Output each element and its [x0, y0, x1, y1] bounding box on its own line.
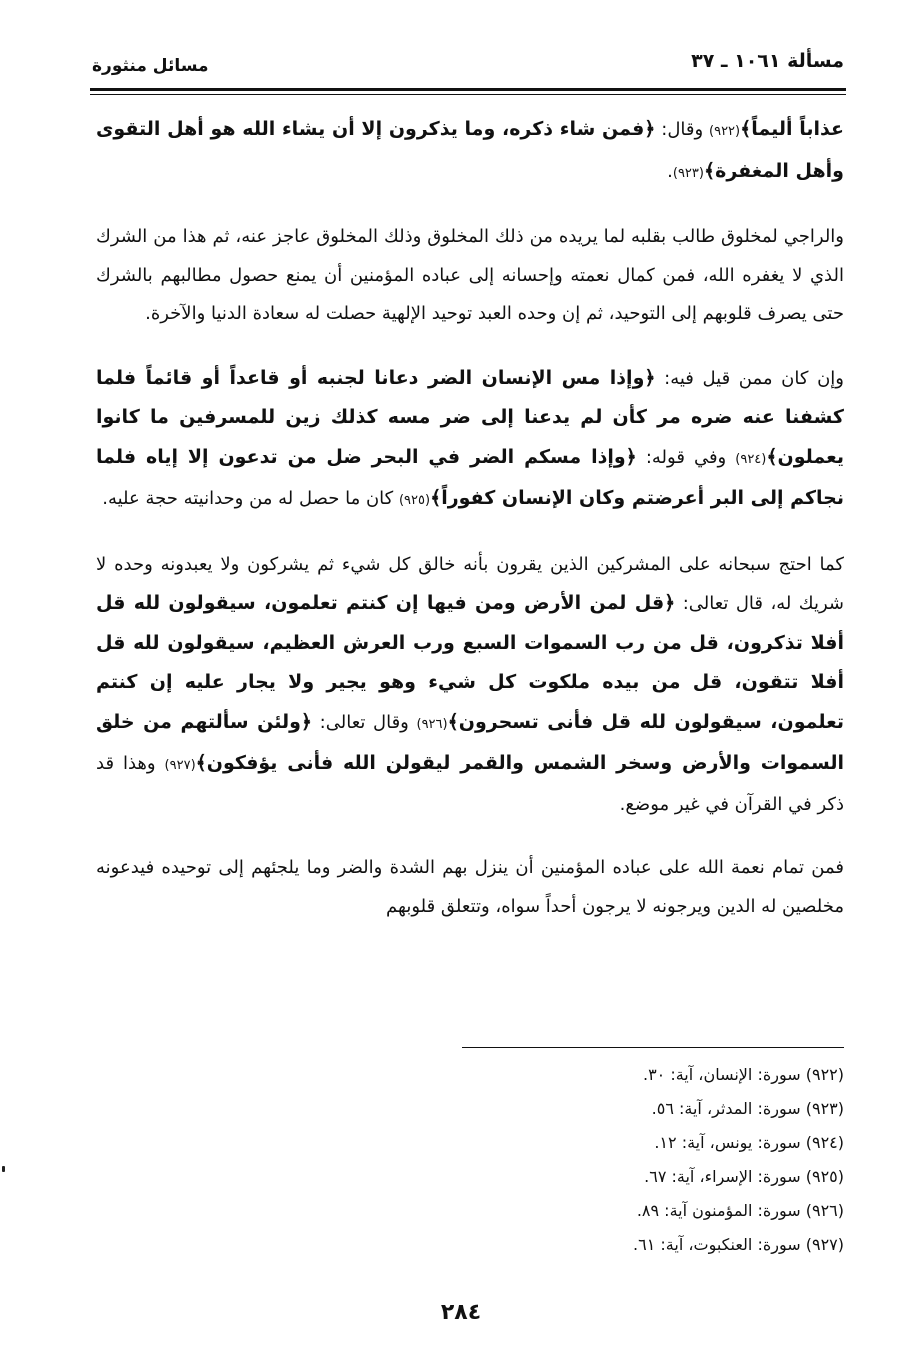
footnote-reference: (٩٢٧) [164, 758, 196, 773]
body-text-run: كما احتج سبحانه على المشركين الذين يقرون بأنه خالق كل شيء ثم يشركون ولا يعبدونه وحده لا شريك له، قال تعالى: [96, 553, 844, 614]
header-rule-thick [90, 88, 846, 91]
footnote-reference: (٩٢٢) [709, 124, 741, 139]
paragraph [96, 546, 844, 825]
quran-verse: ﴿ولئن سألتهم من خلق السموات والأرض وسخر الشمس والقمر ليقولن الله فأنى يؤفكون﴾ [96, 710, 844, 774]
footnote-reference: (٩٢٣) [672, 165, 704, 181]
quran-verse: ﴿وإذا مس الإنسان الضر دعانا لجنبه أو قاعداً أو قائماً فلما كشفنا عنه ضره مر كأن لم يدعنا إلى ضر مسه كذلك زين للمسرفين ما كانوا يعملون﴾ [96, 366, 844, 468]
quran-verse: ﴿وإذا مسكم الضر في البحر ضل من تدعون إلا إياه فلما نجاكم إلى البر أعرضتم وكان الإنسان كفوراً﴾ [96, 445, 844, 509]
main-text [96, 110, 844, 951]
body-text-run: وقال تعالى: [312, 711, 417, 733]
footnote-922: (٩٢٢) سورة: الإنسان، آية: ٣٠. [642, 1065, 844, 1084]
footnote-reference: (٩٢٤) [735, 451, 767, 467]
body-text-run: كان ما حصل له من وحدانيته حجة عليه. [102, 488, 399, 509]
paragraph [96, 359, 844, 521]
body-text-run: . [667, 160, 673, 182]
body-text-run: وهذا قد ذكر في القرآن في غير موضع. [96, 753, 844, 815]
body-text-run: والراجي لمخلوق طالب بقلبه لما يريده من ذلك المخلوق وذلك المخلوق عاجز عنه، ثم هذا من الشرك الذي لا يغفره الله، فمن كمال نعمته وإحسانه إلى عباده المؤمنين أن يمنع حصول مطالبهم بالشرك حتى يصرف قلوبهم إلى التوحيد، ثم إن وحده العبد توحيد الإلهية حصلت له سعادة الدنيا والآخرة. [96, 226, 844, 324]
page-number: ٢٨٤ [440, 1300, 482, 1325]
body-text-run: فمن تمام نعمة الله على عباده المؤمنين أن ينزل بهم الشدة والضر وما يلجئهم إلى توحيده فيدعونه مخلصين له الدين ويرجونه لا يرجون أحداً سواه، وتتعلق قلوبهم [96, 857, 844, 917]
footnote-926: (٩٢٦) سورة: المؤمنون آية: ٨٩. [636, 1201, 844, 1220]
body-text-run: وقال: [655, 119, 710, 140]
quran-verse: ﴿قل لمن الأرض ومن فيها إن كنتم تعلمون، سيقولون لله قل أفلا تذكرون، قل من رب السموات السبع ورب العرش العظيم، سيقولون لله قل أفلا تتقون، قل من بيده ملكوت كل شيء وهو يجير ولا يجار عليه إن كنتم تعلمون، سيقولون لله قل فأنى تسحرون﴾ [96, 592, 844, 733]
footnote-927: (٩٢٧) سورة: العنكبوت، آية: ٦١. [633, 1235, 844, 1254]
body-text-run: وفي قوله: [636, 446, 736, 468]
footnote-reference: (٩٢٥) [398, 493, 431, 508]
footnote-924: (٩٢٤) سورة: يونس، آية: ١٢. [654, 1133, 844, 1152]
footnote-923: (٩٢٣) سورة: المدثر، آية: ٥٦. [651, 1099, 844, 1118]
quran-verse: ﴿فمن شاء ذكره، وما يذكرون إلا أن يشاء الله هو أهل التقوى وأهل المغفرة﴾ [96, 118, 844, 182]
scan-speck [2, 1166, 5, 1172]
body-text-run: وإن كان ممن قيل فيه: [655, 367, 844, 389]
footnotes [444, 1058, 844, 1262]
paragraph [96, 110, 844, 193]
running-header [90, 46, 846, 86]
footnote-separator [462, 1047, 844, 1048]
section-number: مسألة ١٠٦١ ـ ٣٧ [691, 50, 844, 72]
paragraph [96, 218, 844, 334]
paragraph [96, 849, 844, 926]
footnote-reference: (٩٢٦) [416, 716, 448, 732]
book-title: مسائل منثورة [92, 56, 209, 76]
quran-verse: عذاباً أليماً﴾ [740, 118, 844, 140]
header-rule-thin [90, 94, 846, 95]
footnote-925: (٩٢٥) سورة: الإسراء، آية: ٦٧. [644, 1167, 844, 1186]
